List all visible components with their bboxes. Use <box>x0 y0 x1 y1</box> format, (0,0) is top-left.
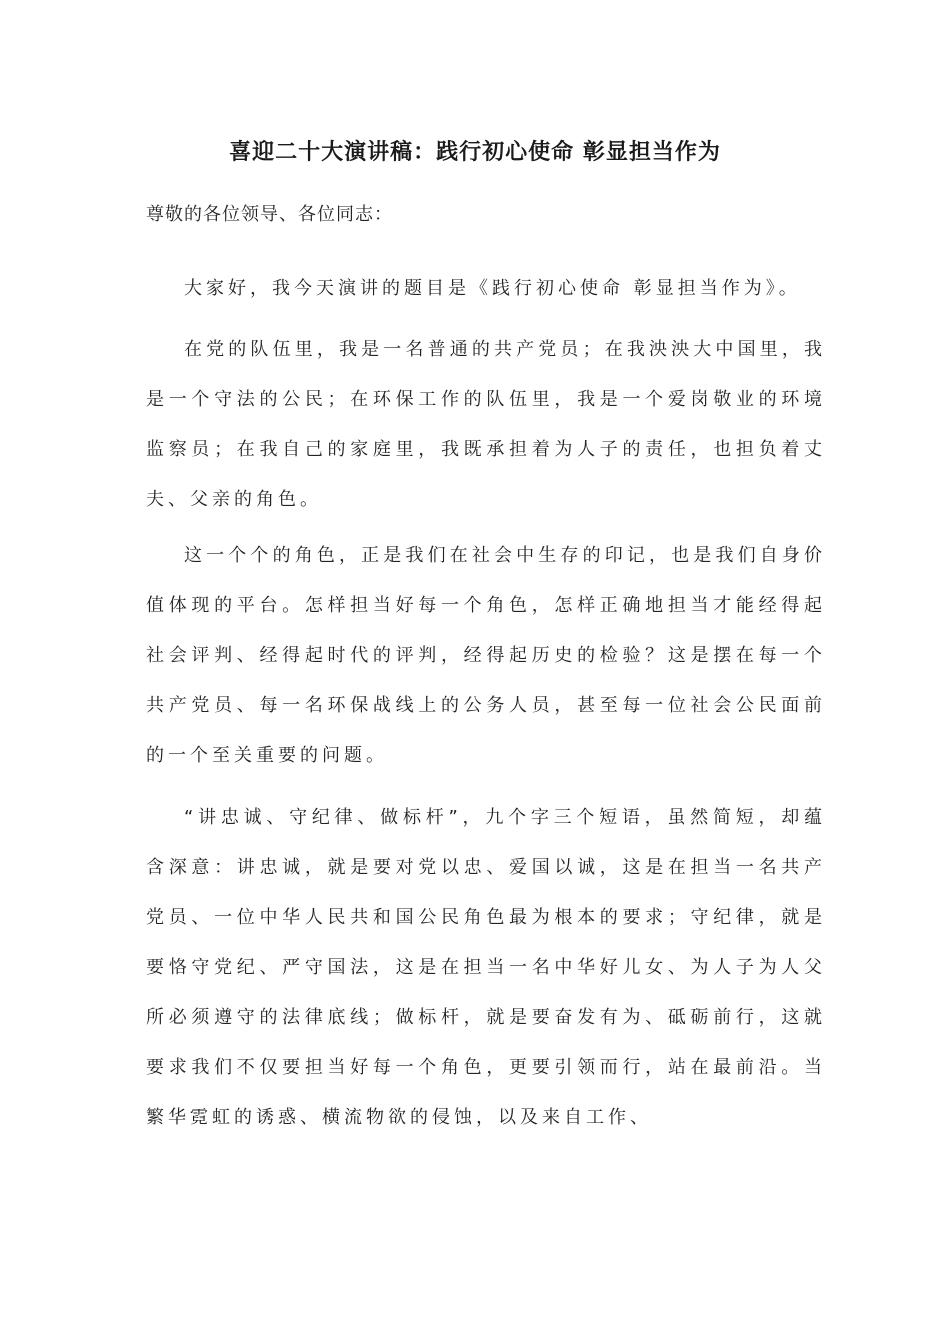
paragraph-loyalty: “讲忠诚、守纪律、做标杆”，九个字三个短语，虽然简短，却蕴含深意：讲忠诚，就是要对党以忠、爱国以诚，这是在担当一名共产党员、一位中华人民共和国公民角色最为根本的要求；守纪律，就是要恪守党纪、严守国法，这是在担当一名中华好儿女、为人子为人父所必须遵守的法律底线；做标杆，就是要奋发有为、砥砺前行，这就要求我们不仅要担当好每一个角色，更要引领而行，站在最前沿。当繁华霓虹的诱惑、横流物欲的侵蚀，以及来自工作、 <box>146 807 826 1128</box>
document-title: 喜迎二十大演讲稿：践行初心使命 彰显担当作为 <box>229 139 721 165</box>
paragraph-intro: 大家好，我今天演讲的题目是《践行初心使命 彰显担当作为》。 <box>184 278 801 299</box>
paragraph-roles: 在党的队伍里，我是一名普通的共产党员；在我泱泱大中国里，我是一个守法的公民；在环保工作的队伍里，我是一个爱岗敬业的环境监察员；在我自己的家庭里，我既承担着为人子的责任，也担负着丈夫、父亲的角色。 <box>146 339 826 510</box>
salutation: 尊敬的各位领导、各位同志： <box>146 204 393 225</box>
paragraph-imprint: 这一个个的角色，正是我们在社会中生存的印记，也是我们自身价值体现的平台。怎样担当好每一个角色，怎样正确地担当才能经得起社会评判、经得起时代的评判，经得起历史的检验？这是摆在每一个共产党员、每一名环保战线上的公务人员，甚至每一位社会公民面前的一个至关重要的问题。 <box>146 545 826 766</box>
